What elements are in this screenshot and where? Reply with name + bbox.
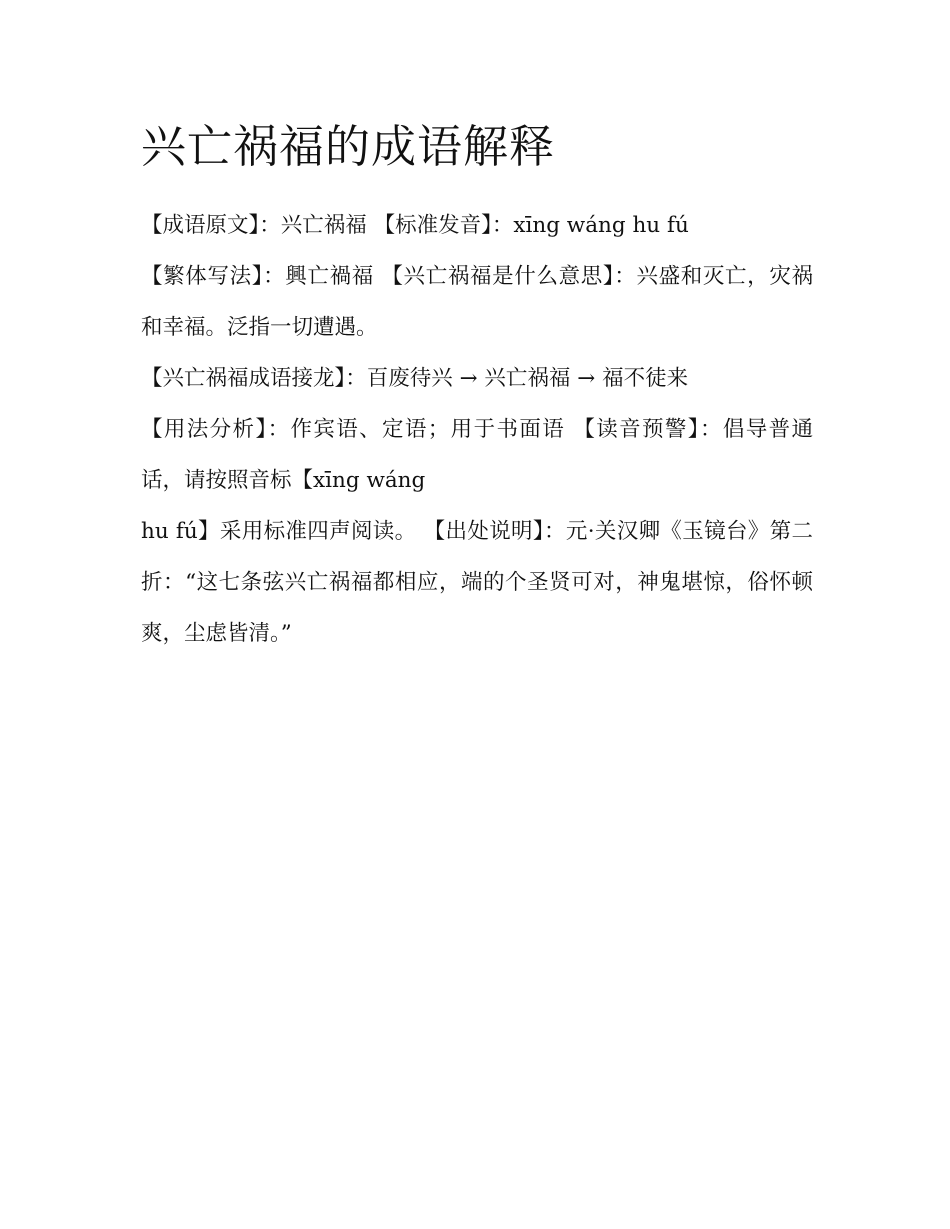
source-note: 【出处说明】：元·关汉卿《玉镜台》第二折：“这七条弦兴亡祸福都相应，端的个圣贤可对，神鬼堪惊，俗怀顿爽，尘虑皆清。” [141,519,813,646]
usage-analysis: 【用法分析】：作宾语、定语；用于书面语 [141,417,574,442]
idiom-meaning: 【兴亡祸福是什么意思】：兴盛和灭亡，灾祸和幸福。泛指一切遭遇。 [141,264,813,340]
pronunciation-warning: 【读音预警】：倡导普通话，请按照音标【xīng wáng [141,417,813,493]
document-title: 兴亡祸福的成语解释 [141,120,556,173]
idiom-original-text: 【成语原文】：兴亡祸福 [141,213,374,238]
pronunciation-warning-continued: hu fú】采用标准四声阅读。 [141,519,424,544]
standard-pronunciation: 【标准发音】：xīng wáng hu fú [373,213,689,238]
document-page [141,116,813,659]
idiom-chain: 【兴亡祸福成语接龙】：百废待兴 → 兴亡祸福 → 福不徒来 [141,366,689,391]
traditional-writing: 【繁体写法】：興亡禍福 [141,264,382,289]
document-body [141,200,813,659]
